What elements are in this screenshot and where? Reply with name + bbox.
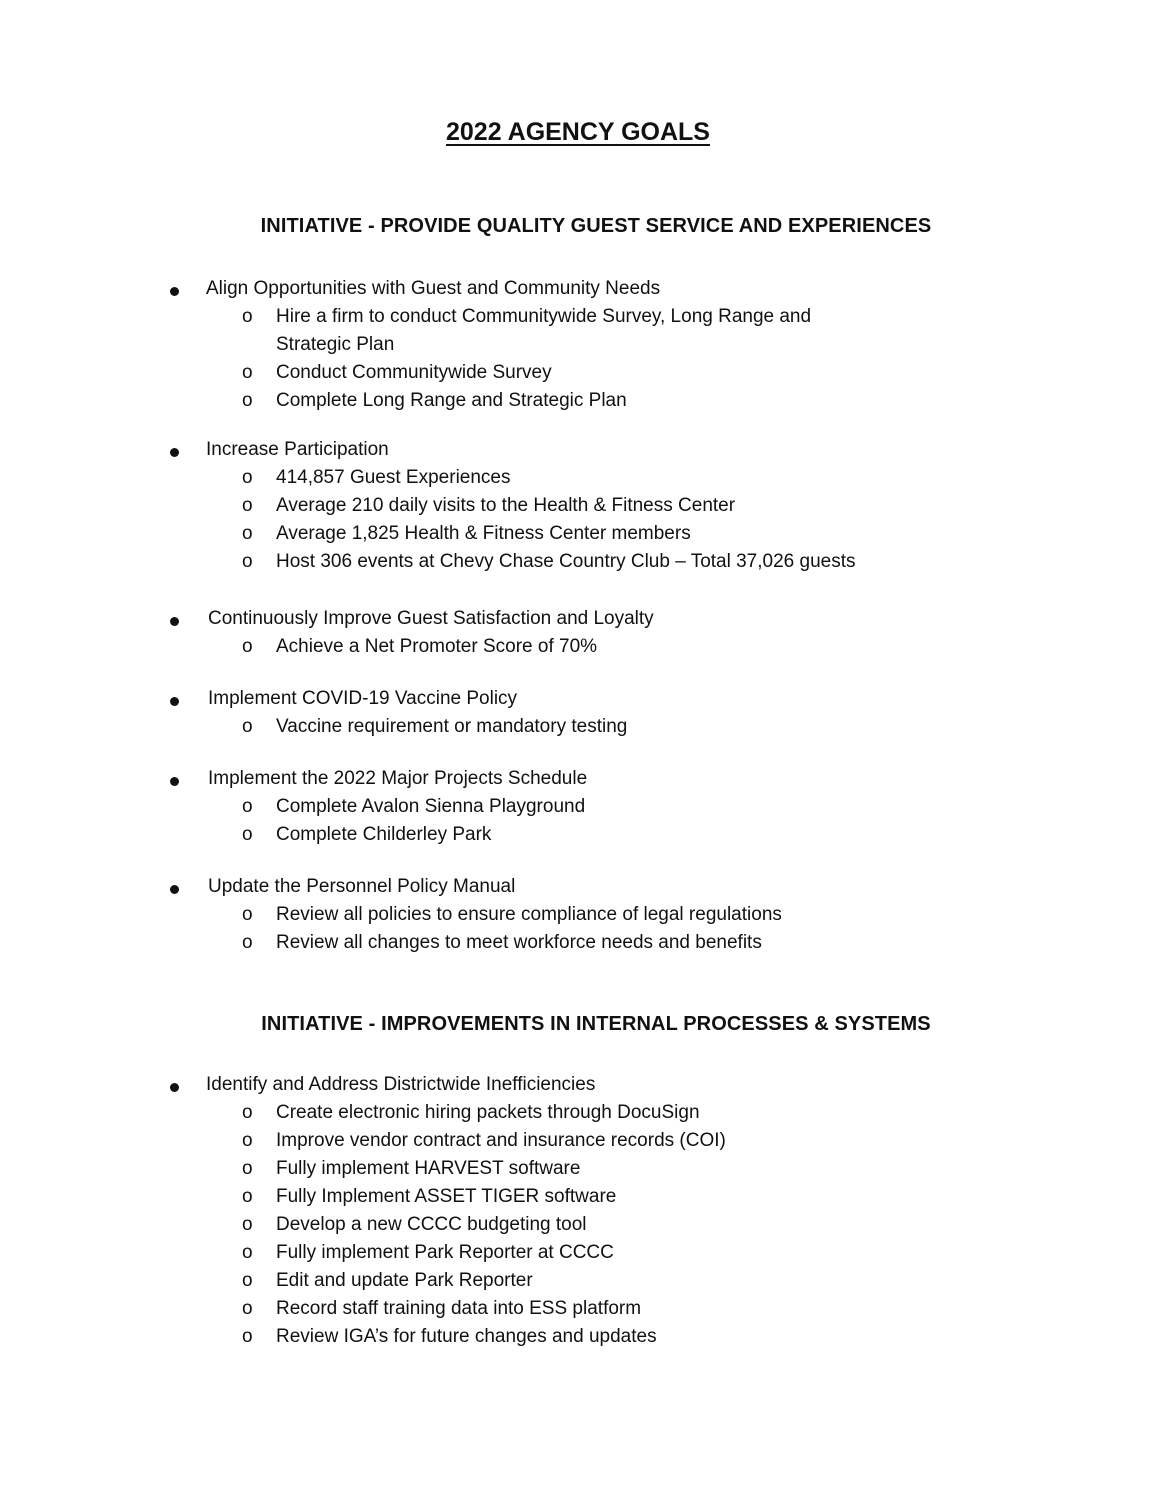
circle-marker-icon: o — [242, 467, 253, 488]
list-item: o Fully implement HARVEST software — [170, 1155, 1070, 1183]
goal-label: Increase Participation — [206, 439, 389, 460]
circle-marker-icon: o — [242, 904, 253, 925]
list-item: o Vaccine requirement or mandatory testing — [170, 713, 1070, 741]
circle-marker-icon: o — [242, 1186, 253, 1207]
sub-list — [170, 633, 1070, 661]
goal-label: Update the Personnel Policy Manual — [208, 876, 516, 897]
circle-marker-icon: o — [242, 1270, 253, 1291]
goal-personnel-policy — [170, 873, 1070, 957]
circle-marker-icon: o — [242, 306, 253, 327]
circle-marker-icon: o — [242, 636, 253, 657]
list-item: o Complete Long Range and Strategic Plan — [170, 387, 1070, 415]
section-heading-guest-service: INITIATIVE - PROVIDE QUALITY GUEST SERVICE AND EXPERIENCES — [260, 215, 932, 237]
goal-label: Identify and Address Districtwide Inefficiencies — [206, 1074, 596, 1095]
list-item: o Host 306 events at Chevy Chase Country Club – Total 37,026 guests — [170, 548, 1070, 576]
list-item: o Complete Childerley Park — [170, 821, 1070, 849]
bullet-icon — [170, 448, 179, 457]
goal-label: Align Opportunities with Guest and Community Needs — [206, 278, 661, 299]
list-item: o Develop a new CCCC budgeting tool — [170, 1211, 1070, 1239]
sub-list — [170, 713, 1070, 741]
list-item: o Record staff training data into ESS platform — [170, 1295, 1070, 1323]
sub-list — [170, 464, 1070, 576]
sub-list — [170, 901, 1070, 957]
circle-marker-icon: o — [242, 1242, 253, 1263]
circle-marker-icon: o — [242, 1326, 253, 1347]
goal-align-opportunities — [170, 275, 1070, 415]
circle-marker-icon: o — [242, 1298, 253, 1319]
list-item: o Review all changes to meet workforce needs and benefits — [170, 929, 1070, 957]
document-title: 2022 AGENCY GOALS — [446, 118, 710, 146]
list-item: o Fully Implement ASSET TIGER software — [170, 1183, 1070, 1211]
circle-marker-icon: o — [242, 1102, 253, 1123]
list-item: o Hire a firm to conduct Communitywide Survey, Long Range and Strategic Plan — [170, 303, 1070, 359]
list-item: o Achieve a Net Promoter Score of 70% — [170, 633, 1070, 661]
list-item: o Average 1,825 Health & Fitness Center members — [170, 520, 1070, 548]
circle-marker-icon: o — [242, 1214, 253, 1235]
list-item: o Improve vendor contract and insurance records (COI) — [170, 1127, 1070, 1155]
bullet-icon — [170, 617, 179, 626]
sub-list — [170, 303, 1070, 415]
list-item: o Create electronic hiring packets through DocuSign — [170, 1099, 1070, 1127]
bullet-icon — [170, 885, 179, 894]
list-item: o Complete Avalon Sienna Playground — [170, 793, 1070, 821]
bullet-icon — [170, 697, 179, 706]
goal-increase-participation — [170, 436, 1070, 576]
circle-marker-icon: o — [242, 495, 253, 516]
list-item: o 414,857 Guest Experiences — [170, 464, 1070, 492]
list-item: o Conduct Communitywide Survey — [170, 359, 1070, 387]
list-item: o Fully implement Park Reporter at CCCC — [170, 1239, 1070, 1267]
sub-list — [170, 793, 1070, 849]
goal-label: Implement the 2022 Major Projects Schedule — [208, 768, 588, 789]
circle-marker-icon: o — [242, 1130, 253, 1151]
circle-marker-icon: o — [242, 1158, 253, 1179]
goal-major-projects — [170, 765, 1070, 849]
bullet-icon — [170, 1083, 179, 1092]
circle-marker-icon: o — [242, 796, 253, 817]
list-item: o Review IGA’s for future changes and updates — [170, 1323, 1070, 1351]
list-item: o Edit and update Park Reporter — [170, 1267, 1070, 1295]
goal-label: Implement COVID-19 Vaccine Policy — [208, 688, 518, 709]
section-heading-internal-processes: INITIATIVE - IMPROVEMENTS IN INTERNAL PROCESSES & SYSTEMS — [261, 1013, 931, 1035]
circle-marker-icon: o — [242, 716, 253, 737]
list-item: o Average 210 daily visits to the Health & Fitness Center — [170, 492, 1070, 520]
circle-marker-icon: o — [242, 362, 253, 383]
circle-marker-icon: o — [242, 390, 253, 411]
bullet-icon — [170, 287, 179, 296]
circle-marker-icon: o — [242, 551, 253, 572]
list-item: o Review all policies to ensure compliance of legal regulations — [170, 901, 1070, 929]
goal-label: Continuously Improve Guest Satisfaction and Loyalty — [208, 608, 654, 629]
sub-list — [170, 1099, 1070, 1351]
bullet-icon — [170, 777, 179, 786]
goal-districtwide-inefficiencies — [170, 1071, 1070, 1351]
goal-guest-satisfaction — [170, 605, 1070, 661]
circle-marker-icon: o — [242, 523, 253, 544]
circle-marker-icon: o — [242, 824, 253, 845]
goal-covid-policy — [170, 685, 1070, 741]
circle-marker-icon: o — [242, 932, 253, 953]
